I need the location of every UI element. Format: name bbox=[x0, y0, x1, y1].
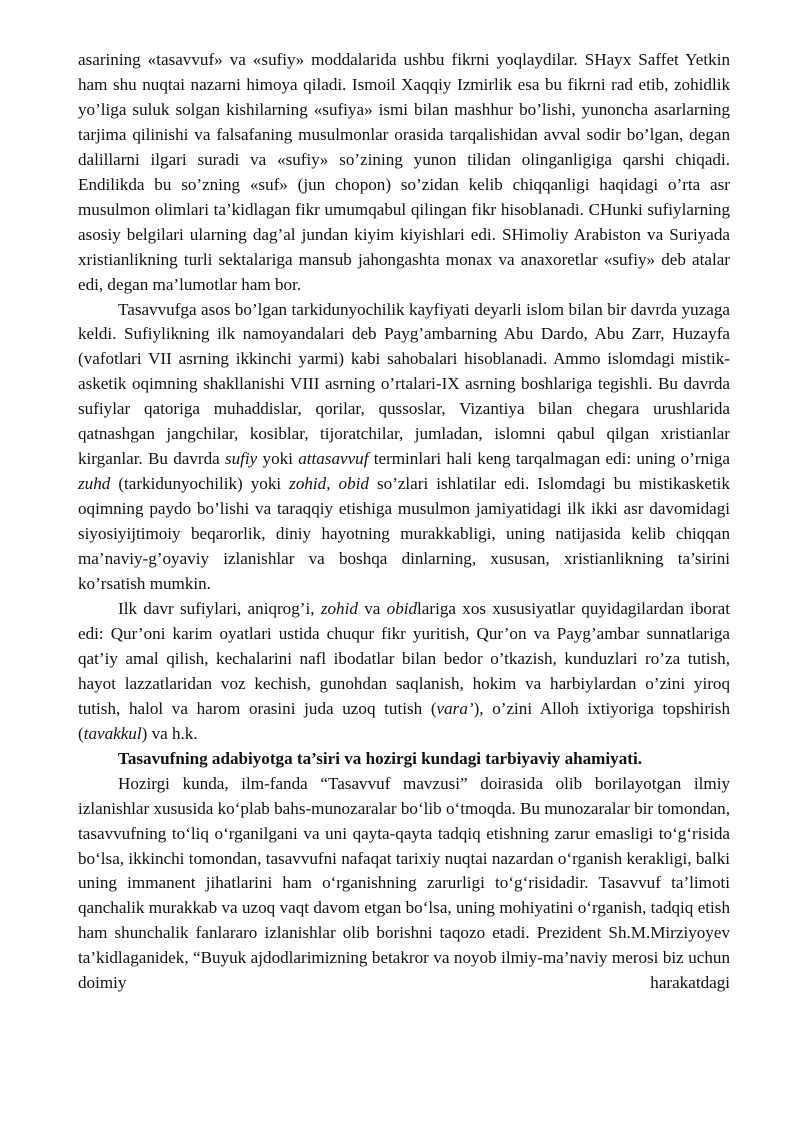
paragraph-early-sufi-traits bbox=[78, 597, 730, 747]
text-run: (tarkidunyochilik) yoki bbox=[110, 474, 290, 494]
text-run: va bbox=[357, 598, 387, 618]
text-run: asarining «tasavvuf» va «sufiy» moddalarida ushbu fikrni yoqlaydilar. SHayx Saffet Yetkin ham shu nuqtai nazarni himoya qiladi. Ismoil Xaqqiy Izmirlik esa bu fikrni rad etib, zohidlik yo’liga suluk solgan kishilarning «sufiya» ismi bilan mashhur bo’lishi, yunoncha asarlarning tarjima qilinishi va falsafaning musulmonlar orasida tarqalishidan avval sodir bo’lgan, degan dalillarni ilgari suradi va «sufiy» so’zining yunon tilidan olinganligiga qarshi chiqadi. Endilikda bu so’zning «suf» (jun chopon) so’zidan kelib chiqqanligi haqidagi o’rta asr musulmon olimlari ta’kidlagan fikr umumqabul qilingan fikr hisoblanadi. CHunki sufiylarning asosiy belgilari ularning dag’al jundan kiyim kiyishlari edi. SHimoliy Arabiston va Suriyada xristianlikning turli sektalariga mansub jahongashta monax va anaxoretlar «sufiy» deb atalar edi, degan ma’lumotlar ham bor. bbox=[78, 50, 730, 294]
italic-term: sufiy bbox=[224, 449, 258, 469]
italic-term: zohid bbox=[289, 474, 327, 494]
text-run: terminlari hali keng tarqalmagan edi: uning o’rniga bbox=[368, 449, 730, 469]
italic-term: vara’ bbox=[436, 698, 474, 718]
italic-term: obid bbox=[386, 598, 418, 618]
text-run: Ilk davr sufiylari, aniqrog’i, bbox=[118, 598, 321, 618]
italic-term: attasavvuf bbox=[298, 449, 369, 469]
text-run: yoki bbox=[257, 449, 299, 469]
text-run: ), o’zini Alloh ixtiyoriga topshirish ( bbox=[78, 698, 730, 743]
italic-term: tavakkul bbox=[83, 723, 142, 743]
paragraph-modern-research bbox=[78, 772, 730, 997]
section-heading bbox=[78, 747, 730, 772]
text-run: lariga xos xususiyatlar quyidagilardan iborat edi: Qur’oni karim oyatlari ustida chuqur fikr yuritish, Qur’on va Payg’ambar sunnatlariga qat’iy amal qilish, kechalarini nafl ibodatlar bilan bedor o’tkazish, kunduzlari ro’za tutish, hayot lazzatlaridan voz kechish, gunohdan saqlanish, hokim va harbiylardan o’zini yiroq tutish, halol va harom orasini juda uzoq tutish ( bbox=[78, 598, 730, 718]
text-run: Hozirgi kunda, ilm-fanda “Tasavvuf mavzusi” doirasida olib borilayotgan ilmiy izlanishlar xususida ko‘plab bahs-munozaralar bo‘lib o‘tmoqda. Bu munozaralar bir tomondan, tasavvufning to‘liq o‘rganilgani va uni qayta-qayta tadqiq etishning zarur emasligi to‘g‘risida bo‘lsa, ikkinchi tomondan, tasavvufni nafaqat tarixiy nuqtai nazardan o‘rganish kerakligi, balki uning immanent jihatlarini ham o‘rganishning zarurligi to‘g‘risidadir. Tasavvuf ta’limoti qanchalik murakkab va uzoq vaqt davom etgan bo‘lsa, uning mohiyatini o‘rganish, tadqiq etish ham shunchalik fanlararo izlanishlar olib borishni taqozo etadi. Prezident Sh.M.Mirziyoyev ta’kidlaganidek, “Buyuk ajdodlarimizning betakror va noyob ilmiy-ma’naviy merosi biz uchun doimiy harakatdagi bbox=[78, 773, 730, 993]
italic-term: obid bbox=[338, 474, 369, 494]
text-run: so’zlari ishlatilar edi. Islomdagi bu mistikasketik oqimning paydo bo’lishi va taraqqiy etishiga musulmon jamiyatidagi ilk ikki asr davomidagi siyosiyijtimoiy beqarorlik, diniy hayotning murakkabligi, uning natijasida kelib chiqqan ma’naviy-g’oyaviy izlanishlar va boshqa dinlarning, xususan, xristianlikning ta’sirini ko’rsatish mumkin. bbox=[78, 474, 730, 594]
text-run: , bbox=[326, 474, 339, 494]
italic-term: zuhd bbox=[78, 474, 111, 494]
italic-term: zohid bbox=[320, 598, 358, 618]
paragraph-early-asceticism bbox=[78, 298, 730, 597]
text-run: ) va h.k. bbox=[141, 723, 198, 743]
text-run: Tasavvufga asos bo’lgan tarkidunyochilik kayfiyati deyarli islom bilan bir davrda yuzaga keldi. Sufiylikning ilk namoyandalari deb Payg’ambarning Abu Dardo, Abu Zarr, Huzayfa (vafotlari VII asrning ikkinchi yarmi) kabi sahobalari hisoblanadi. Ammo islomdagi mistik-asketik oqimning shakllanishi VIII asrning o’rtalari-IX asrning boshlariga tegishli. Bu davrda sufiylar qatoriga muhaddislar, qorilar, qussoslar, Vizantiya bilan chegara urushlarida qatnashgan jangchilar, kosiblar, tijoratchilar, jumladan, islomni qabul qilgan xristianlar kirganlar. Bu davrda bbox=[78, 299, 730, 469]
paragraph-sufiy-etymology bbox=[78, 48, 730, 298]
text-run: Tasavufning adabiyotga ta’siri va hozirgi kundagi tarbiyaviy ahamiyati. bbox=[118, 748, 642, 768]
